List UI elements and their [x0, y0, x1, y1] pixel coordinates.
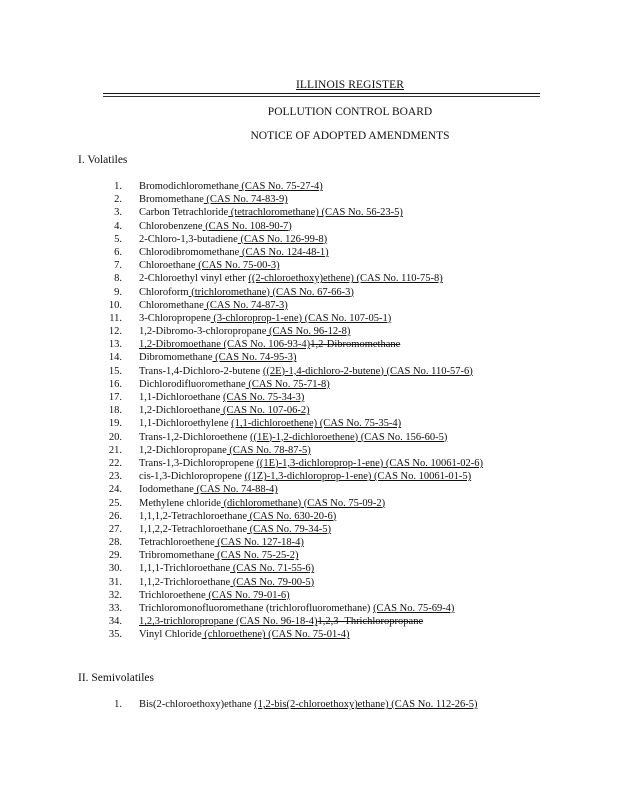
item-number: 31. [108, 576, 122, 588]
compound-name: 1,1-Dichloroethane [139, 392, 223, 403]
notice-title: NOTICE OF ADOPTED AMENDMENTS [250, 130, 450, 142]
compound-name: Vinyl Chloride [139, 629, 202, 641]
item-text [139, 206, 403, 219]
added-text: (CAS No. 75-25-2) [214, 550, 299, 562]
item-text [139, 391, 304, 404]
compound-name: Tetrachloroethene [139, 537, 215, 549]
item-text [139, 510, 336, 523]
added-text: (CAS No. 78-87-5) [226, 444, 311, 456]
compound-name: Trichloromonofluoromethane (trichlorofluoromethane) [139, 603, 374, 614]
added-text: ((2E)-1,4-dichloro-2-butene) (CAS No. 110-57-6) [262, 365, 473, 377]
item-number: 5. [114, 233, 122, 245]
register-title: ILLINOIS REGISTER [295, 79, 405, 91]
added-text: (CAS No. 74-87-3) [203, 299, 288, 311]
item-number: 1. [114, 181, 122, 192]
item-number: 18. [108, 405, 122, 417]
item-number: 10. [108, 299, 122, 311]
item-text [139, 628, 350, 641]
item-number: 22. [108, 457, 122, 469]
item-number: 21. [108, 444, 122, 456]
added-text: (CAS No. 74-95-3) [212, 352, 297, 364]
added-text: (CAS No. 630-20-6) [247, 510, 337, 522]
item-number: 2. [114, 194, 122, 206]
compound-name: Bromodichloromethane [139, 181, 239, 192]
item-number: 28. [108, 537, 122, 549]
compound-name: 1,2-Dichloroethane [139, 405, 221, 417]
item-number: 3. [114, 207, 122, 219]
item-text [139, 444, 311, 457]
compound-name: cis-1,3-Dichloropropene [139, 471, 245, 483]
item-number: 27. [108, 523, 122, 535]
added-text: ((1E)-1,3-dichloroprop-1-ene) (CAS No. 10061-02-6) [256, 457, 484, 469]
compound-name: 1,1,1,2-Tetrachloroethane [139, 510, 248, 522]
compound-name: Chlorodibromomethane [139, 246, 240, 258]
header-rule [103, 93, 540, 94]
compound-name: Chloroform [139, 286, 189, 298]
item-text [139, 404, 310, 417]
added-text: (chloroethene) (CAS No. 75-01-4) [201, 629, 350, 641]
board-name: POLLUTION CONTROL BOARD [267, 106, 433, 118]
added-text: (CAS No. 75-27-4) [238, 181, 323, 192]
item-number: 15. [108, 365, 122, 377]
added-text: (CAS No. 107-06-2) [220, 405, 310, 417]
compound-name: Chlorobenzene [139, 220, 203, 232]
item-number: 35. [108, 629, 122, 641]
item-text [139, 417, 401, 430]
added-text: (1,2-bis(2-chloroethoxy)ethane) (CAS No. 112-26-5) [254, 699, 478, 710]
added-text: (CAS No. 71-55-6) [230, 563, 315, 575]
header-rule-thin [103, 96, 540, 97]
added-text: (CAS No. 75-00-3) [195, 260, 280, 272]
compound-name: 2-Chloroethyl vinyl ether [139, 273, 249, 285]
item-text [139, 259, 280, 272]
item-text [139, 338, 400, 351]
added-text: (CAS No. 126-99-8) [237, 233, 328, 245]
added-text: (CAS No. 96-12-8) [266, 326, 351, 338]
compound-name: 1,1,2,2-Tetrachloroethane [139, 523, 248, 535]
item-number: 16. [108, 378, 122, 390]
item-text [139, 431, 447, 444]
item-number: 33. [108, 603, 122, 614]
item-number: 19. [108, 418, 122, 430]
item-number: 26. [108, 510, 122, 522]
item-text [139, 220, 292, 233]
item-number: 24. [108, 484, 122, 496]
compound-name: Methylene chloride [139, 497, 221, 509]
item-text [139, 497, 385, 510]
added-text: (3-chloroprop-1-ene) (CAS No. 107-05-1) [210, 312, 392, 324]
compound-name: 1,2-Dibromo-3-chloropropane [139, 326, 267, 338]
item-text [139, 470, 471, 483]
compound-name: 1,1,2-Trichloroethane [139, 576, 231, 588]
item-text [139, 246, 329, 259]
added-text: ((1E)-1,2-dichloroethene) (CAS No. 156-60-5) [250, 431, 448, 443]
compound-name: Chloromethane [139, 299, 204, 311]
item-text [139, 562, 314, 575]
item-number: 9. [114, 286, 122, 298]
item-number: 8. [114, 273, 122, 285]
item-number: 20. [108, 431, 122, 443]
added-text: (dichloromethane) (CAS No. 75-09-2) [220, 497, 386, 509]
added-text: (CAS No. 74-88-4) [193, 484, 278, 496]
item-text [139, 180, 323, 193]
item-text [139, 378, 330, 391]
item-number: 11. [109, 312, 122, 324]
item-text [139, 589, 290, 602]
compound-name: Trans-1,2-Dichloroethene [139, 431, 251, 443]
item-text [139, 483, 278, 496]
compound-name: Iodomethane [139, 484, 194, 496]
semivolatiles-heading: II. Semivolatiles [78, 672, 155, 684]
compound-name: Bromomethane [139, 194, 204, 206]
item-text [139, 698, 477, 711]
item-text [139, 602, 454, 615]
item-text [139, 299, 288, 312]
item-text [139, 549, 298, 562]
compound-name: 1,1,1-Trichloroethane [139, 563, 231, 575]
item-text [139, 615, 423, 628]
added-text: (CAS No. 74-83-9) [203, 194, 288, 206]
item-text [139, 365, 473, 378]
item-text [139, 325, 350, 338]
added-text: ((2-chloroethoxy)ethene) (CAS No. 110-75-8) [248, 273, 443, 285]
removed-text: 1,2-Dibromomethane [310, 339, 401, 351]
compound-name: Dibromomethane [139, 352, 213, 364]
item-number: 23. [108, 471, 122, 483]
item-text [139, 312, 391, 325]
added-text: (CAS No. 127-18-4) [214, 537, 304, 549]
added-text: (CAS No. 124-48-1) [239, 246, 329, 258]
removed-text: 1,2,3- Thrichloropropane [317, 616, 424, 628]
item-text [139, 233, 327, 246]
item-number: 1. [114, 699, 122, 710]
added-text: (CAS No. 108-90-7) [202, 220, 292, 232]
item-text [139, 576, 314, 589]
added-text: (1,1-dichloroethene) (CAS No. 75-35-4) [231, 418, 402, 430]
compound-name: Tribromomethane [139, 550, 215, 562]
added-text: (CAS No. 75-69-4) [373, 603, 455, 614]
item-text [139, 272, 443, 285]
added-text: (CAS No. 79-34-5) [247, 523, 332, 535]
item-number: 14. [108, 352, 122, 364]
compound-name: 2-Chloro-1,3-butadiene [139, 233, 238, 245]
item-number: 6. [114, 246, 122, 258]
added-text: (trichloromethane) (CAS No. 67-66-3) [188, 286, 354, 298]
compound-name: Bis(2-chloroethoxy)ethane [139, 699, 255, 710]
item-text [139, 457, 483, 470]
added-text: (CAS No. 79-01-6) [205, 589, 290, 601]
compound-name: 1,1-Dichloroethylene [139, 418, 232, 430]
item-text [139, 193, 288, 206]
volatiles-heading: I. Volatiles [78, 154, 128, 166]
item-number: 32. [108, 589, 122, 601]
item-number: 4. [114, 220, 122, 232]
item-number: 29. [108, 550, 122, 562]
compound-name: 3-Chloropropene [139, 312, 211, 324]
item-text [139, 351, 296, 364]
item-text [139, 286, 354, 299]
item-number: 12. [108, 326, 122, 338]
compound-name: 1,2-Dichloropropane [139, 444, 227, 456]
compound-name: Trans-1,3-Dichloropropene [139, 457, 257, 469]
added-text: (CAS No. 79-00-5) [230, 576, 315, 588]
item-number: 25. [108, 497, 122, 509]
item-text [139, 536, 304, 549]
item-text [139, 523, 331, 536]
compound-name: Trichloroethene [139, 589, 206, 601]
added-text: (CAS No. 75-71-8) [245, 378, 330, 390]
added-text: (CAS No. 75-34-3) [222, 392, 305, 403]
added-text: 1,2,3-trichloropropane (CAS No. 96-18-4) [139, 616, 318, 628]
added-text: ((1Z)-1,3-dichloroprop-1-ene) (CAS No. 10061-01-5) [244, 471, 472, 483]
added-text: (tetrachloromethane) (CAS No. 56-23-5) [228, 207, 403, 219]
compound-name: Dichlorodifluoromethane [139, 378, 246, 390]
compound-name: Carbon Tetrachloride [139, 207, 229, 219]
item-number: 7. [114, 260, 122, 272]
compound-name: Trans-1,4-Dichloro-2-butene [139, 365, 263, 377]
item-number: 13. [108, 339, 122, 351]
item-number: 30. [108, 563, 122, 575]
item-number: 34. [108, 616, 122, 628]
item-number: 17. [108, 392, 122, 403]
added-text: 1,2-Dibromoethane (CAS No. 106-93-4) [139, 339, 311, 351]
compound-name: Chloroethane [139, 260, 196, 272]
